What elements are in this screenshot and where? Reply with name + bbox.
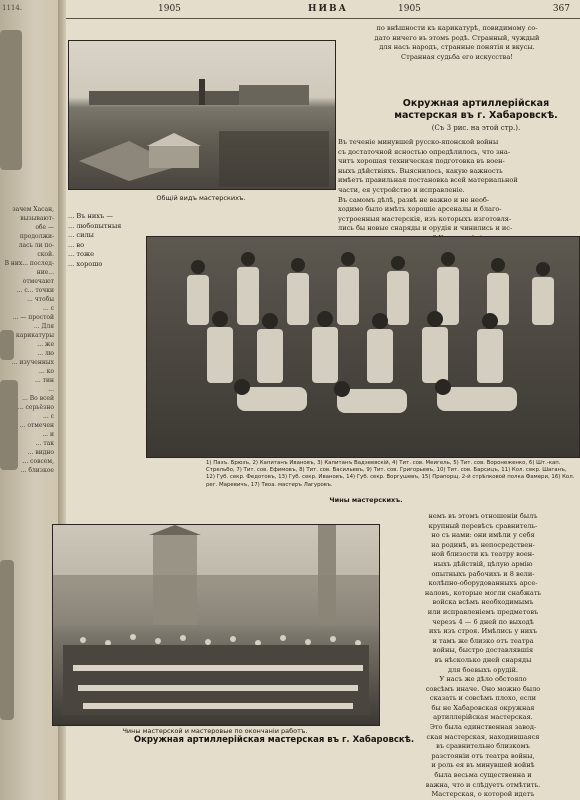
workshop-photo-caption: Общій видъ мастерскихъ. — [156, 194, 246, 202]
left-illustration-fragment — [0, 30, 22, 170]
intro-paragraph: по внѣшности къ карикатурѣ, повидимому со- дато ничего въ этомъ родѣ. Странный, чуждый для насъ народъ, странные понятія и вкусы. Странная судьба его искусства! — [374, 24, 540, 61]
header-year-left: 1905 — [158, 4, 181, 14]
header-page-number: 367 — [552, 4, 570, 14]
crowd-photo-caption: Чины мастерской и мастеровые по окончаніи работъ. — [122, 727, 308, 735]
header-year-right: 1905 — [398, 4, 421, 14]
workshop-overview-photo — [68, 40, 336, 190]
bottom-article-title: Окружная артиллерійская мастерская въ г. Хабаровскѣ. — [133, 735, 415, 745]
workers-crowd-photo — [52, 524, 380, 726]
left-facing-page — [0, 0, 58, 800]
photo-legend: 1) Пазъ. Брюзъ, 2) Капитанъ Ивановъ, 3) Капитанъ Вадзеевскій, 4) Тит. сов. Меигель, 5) Тит. сов. Воронеженко, 6) Шт.-кап. Стрельбо, 7) Тит. сов. Ефимовъ, 8) Тит. сов. Васильевъ, 9) Тит. сов. Григорьевъ, 10) Тит. сов. Барсицъ, 11) Кол. секр. Шаганъ, 12) Губ. секр. Федотовъ, 13) Губ. секр. Ивановъ, 14) Губ. секр. Воргушевъ, 15) Прапорщ. 2-й стрѣлковой полка Фамери, 16) Кол. рег. Маревичъ, 17) Твоа. мастеръ Лагуровъ. — [206, 460, 575, 488]
staff-photo-caption: Чины мастерскихъ. — [329, 496, 403, 504]
workers-crowd-illustration — [53, 525, 379, 725]
header-journal-title: НИВА — [308, 4, 348, 14]
staff-group-photo — [146, 236, 580, 458]
article-continuation: немъ въ этомъ отношеніи былъ крупный перевѣсъ сравнитель- но съ нами: они имѣли у себя на родинѣ, въ непосредствен- ной близости къ театру воен- ныхъ дѣйствій, цѣлую армію опытныхъ рабочихъ и 8 вели- колѣпно-оборудованныхъ арсе- наловъ, которые могли снабжать войска всѣмъ необходимымъ или исправленіемъ предметовъ черезъ 4 — 6 дней по выходѣ ихъ изъ строя. Имѣлись у нихъ и тамъ же близко отъ театра войны, быстро доставлявшія въ нѣсколько дней снаряды для боевыхъ орудій. У насъ же дѣло обстояло совсѣмъ иначе. Оно можно было сказать и совсѣмъ плохо, если бы не Хабаровская окружная артиллерійская мастерская. Это была единственная завод- ская мастерская, находившаяся въ сравнительно близкомъ разстояніи отъ театра войны, и роль ея въ минувшей войнѣ была весьма существенна и важна, что и слѣдуетъ отмѣтить. Мастерская, о которой идетъ — [424, 512, 542, 799]
workshop-illustration — [69, 41, 335, 189]
left-column-text: ... Въ нихъ — ... любопытныя ... силы ... во ... тоже ... хорошо — [68, 212, 122, 268]
article-paragraph: Въ теченіе минувшей русско-японской войны съ достаточной ясностью опредѣлилось, что зна- читъ хорошая техническая подготовка въ воен- ныхъ дѣйствіяхъ. Выяснилось, какую важность имѣетъ правильная постановка всей материальной части, ея устройство и исправленіе. Въ самомъ дѣлѣ, развѣ не важно и не необ- ходимо было имѣть хорошіе арсеналы и благо- устроенныя мастерскія, изъ которыхъ изготовля- лись бы новые снаряды и орудія и чинились и ис- — [338, 138, 518, 233]
article-title: Окружная артиллерійская мастерская въ г. Хабаровскѣ. — [394, 98, 558, 121]
article-subtitle: (Съ 3 рис. на этой стр.). — [431, 124, 521, 132]
page-header — [66, 0, 580, 19]
journal-page — [66, 0, 580, 800]
left-page-number: 1114. — [2, 4, 23, 12]
left-illustration-fragment — [0, 560, 14, 720]
staff-group-illustration — [147, 237, 579, 457]
left-page-text: зачем Хасан, вызывают- обе — продолжи- лась ли по- ской. В них... послед- ние... отмечают ... с... точки ... чтобы ... с ... — простой ... Для карикатуры ... же ... лю ... изученных ... ко ... тин ... ... Во всей ... серьёзно ... с ... отмечен ... и ... так ... видно ... совсем, ... близкое — [4, 206, 54, 474]
